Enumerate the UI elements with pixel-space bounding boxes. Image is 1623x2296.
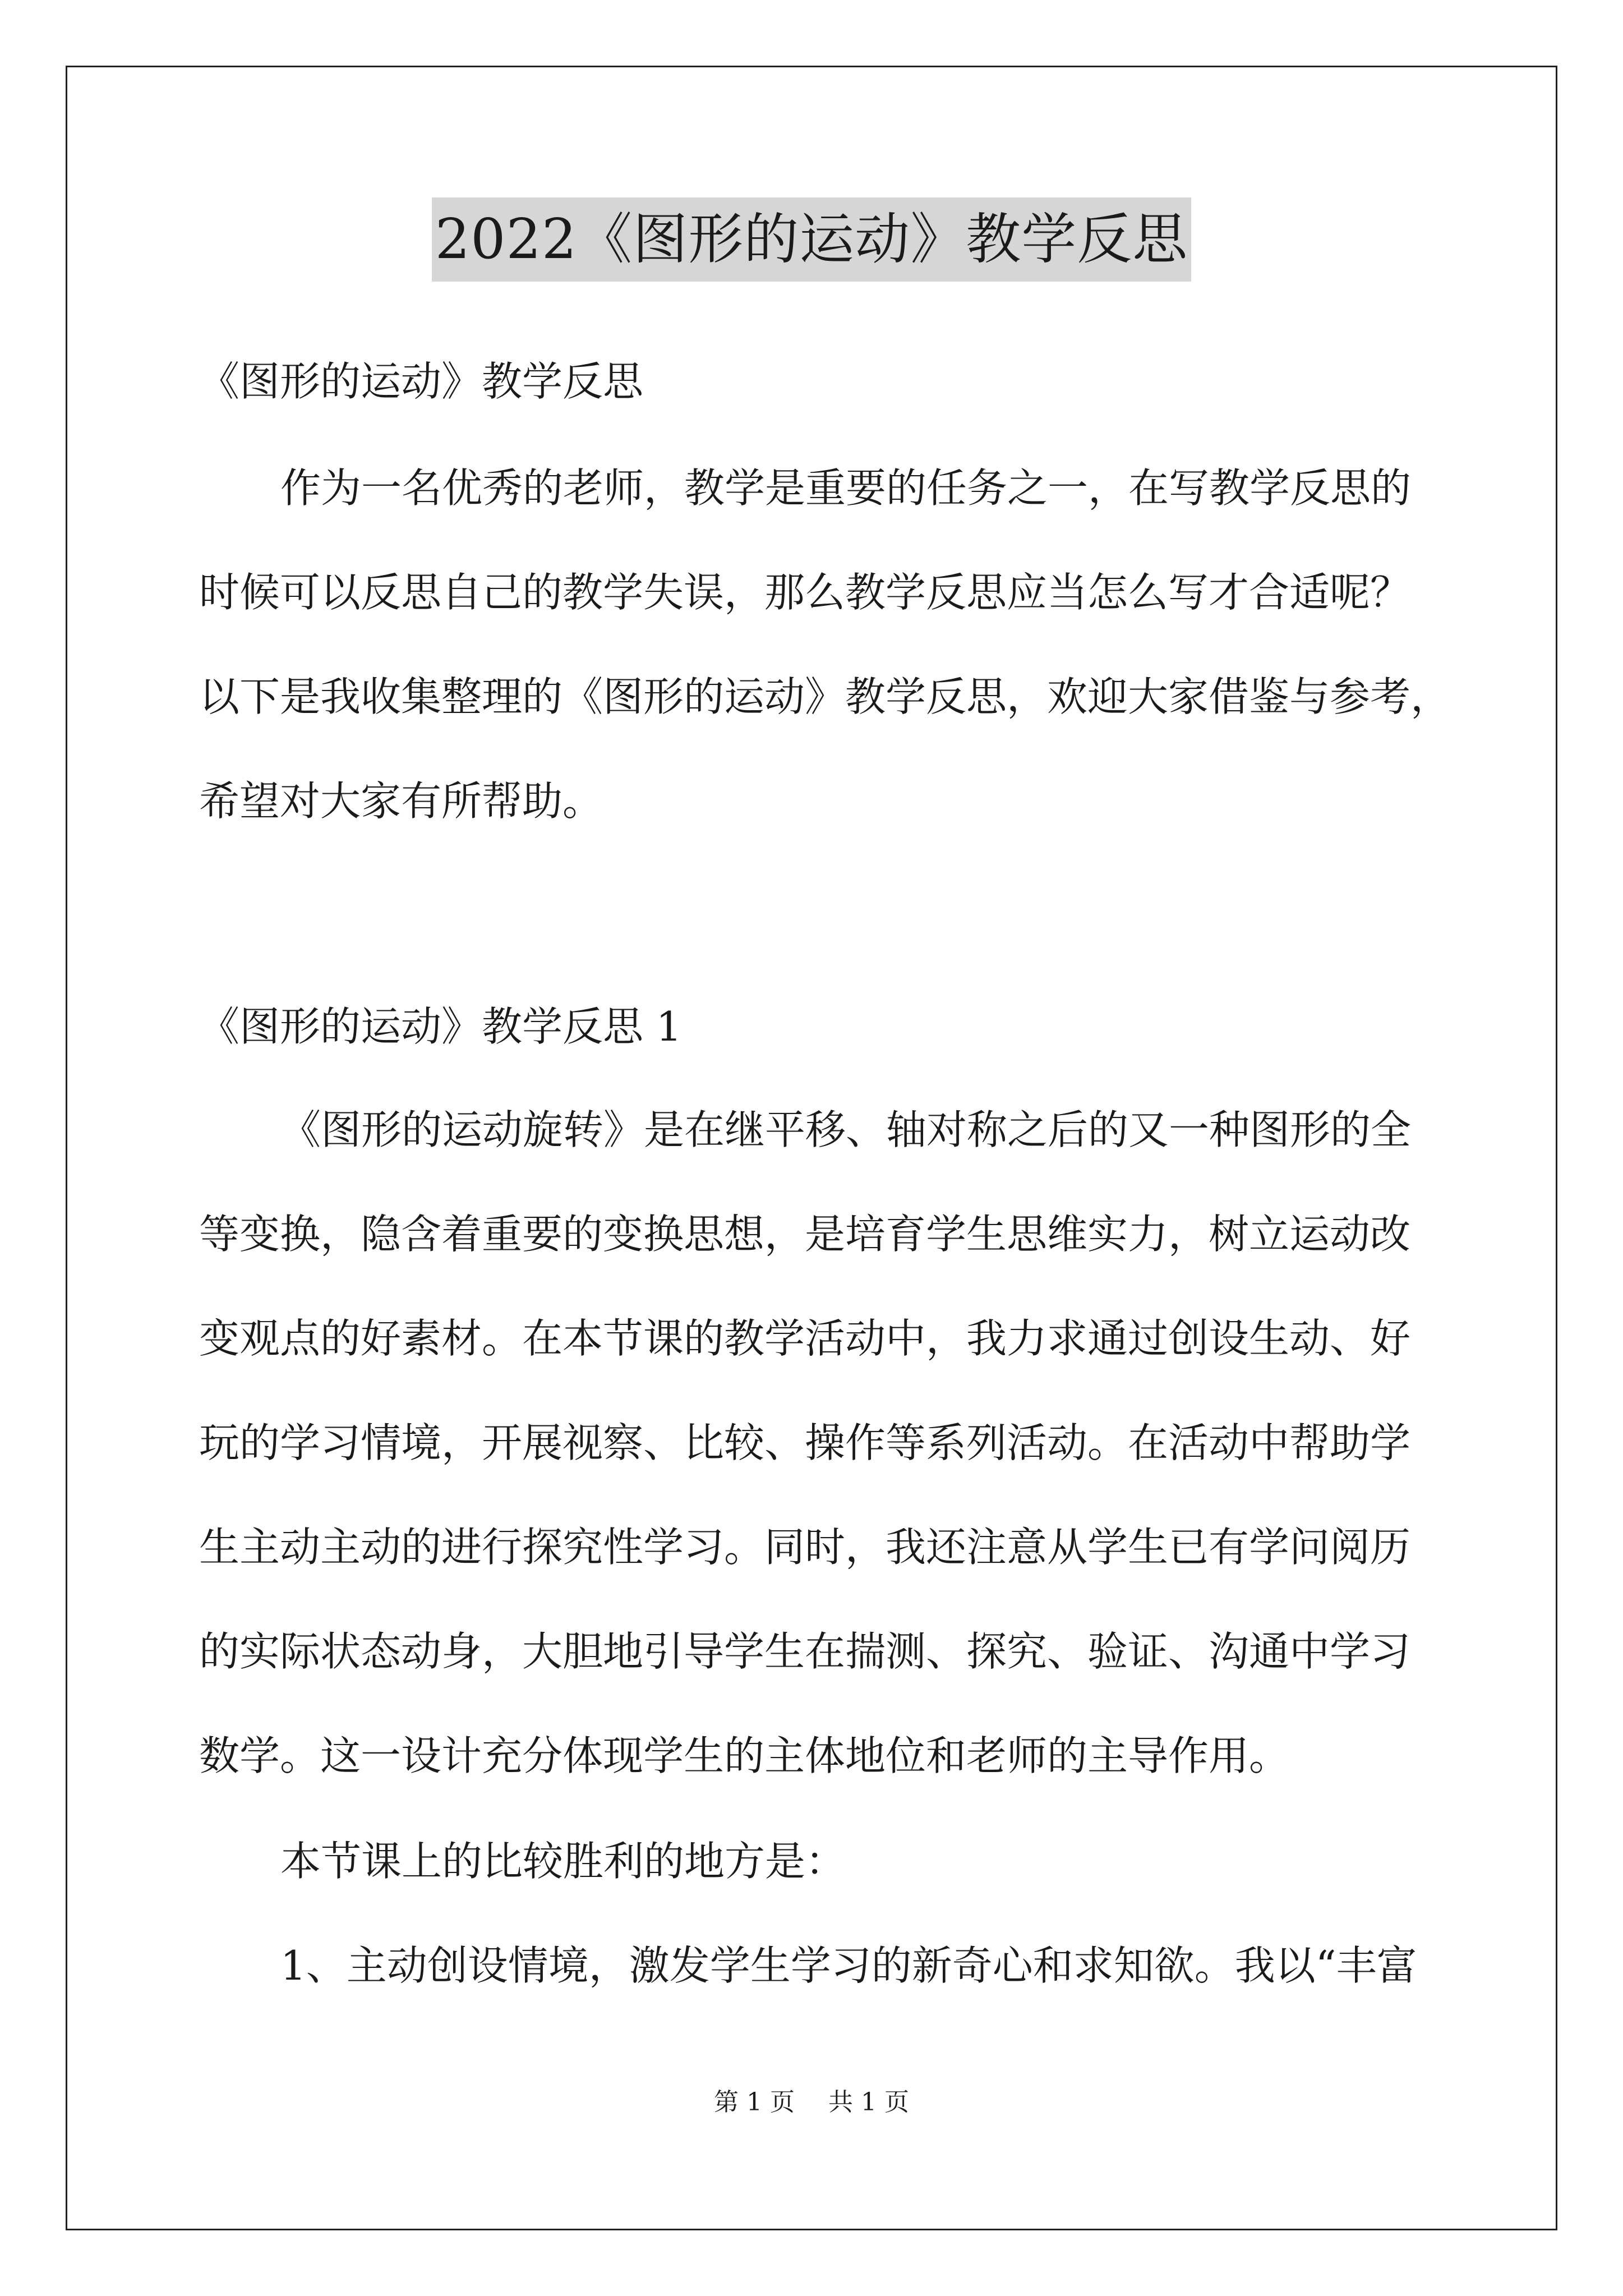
document-subtitle: 《图形的运动》教学反思 xyxy=(199,358,644,405)
page-footer xyxy=(0,2086,1623,2119)
point-intro: 本节课上的比较胜利的地方是： xyxy=(280,1838,846,1885)
document-title: 2022《图形的运动》教学反思 xyxy=(432,197,1191,282)
section-line-6: 的实际状态动身，大胆地引导学生在揣测、探究、验证、沟通中学习 xyxy=(199,1628,1411,1675)
intro-line-1: 作为一名优秀的老师，教学是重要的任务之一，在写教学反思的 xyxy=(280,464,1412,512)
section-line-3: 变观点的好素材。在本节课的教学活动中，我力求通过创设生动、好 xyxy=(199,1315,1411,1362)
section-line-1: 《图形的运动旋转》是在继平移、轴对称之后的又一种图形的全 xyxy=(280,1106,1412,1153)
point-1: 1、主动创设情境，激发学生学习的新奇心和求知欲。我以“丰富 xyxy=(280,1942,1417,1989)
section-line-5: 生主动主动的进行探究性学习。同时，我还注意从学生已有学问阅历 xyxy=(199,1524,1411,1571)
intro-line-4: 希望对大家有所帮助。 xyxy=(199,777,603,825)
intro-line-2: 时候可以反思自己的教学失误，那么教学反思应当怎么写才合适呢？ xyxy=(199,569,1411,616)
page-total: 共 1 页 xyxy=(828,2088,909,2116)
section-line-4: 玩的学习情境，开展视察、比较、操作等系列活动。在活动中帮助学 xyxy=(199,1419,1411,1466)
section-line-2: 等变换，隐含着重要的变换思想，是培育学生思维实力，树立运动改 xyxy=(199,1211,1411,1258)
section-heading: 《图形的运动》教学反思 1 xyxy=(199,1003,682,1050)
intro-line-3: 以下是我收集整理的《图形的运动》教学反思，欢迎大家借鉴与参考， xyxy=(199,673,1451,720)
page-number: 第 1 页 xyxy=(714,2088,795,2116)
title-container xyxy=(0,197,1623,282)
section-line-7: 数学。这一设计充分体现学生的主体地位和老师的主导作用。 xyxy=(199,1732,1290,1779)
